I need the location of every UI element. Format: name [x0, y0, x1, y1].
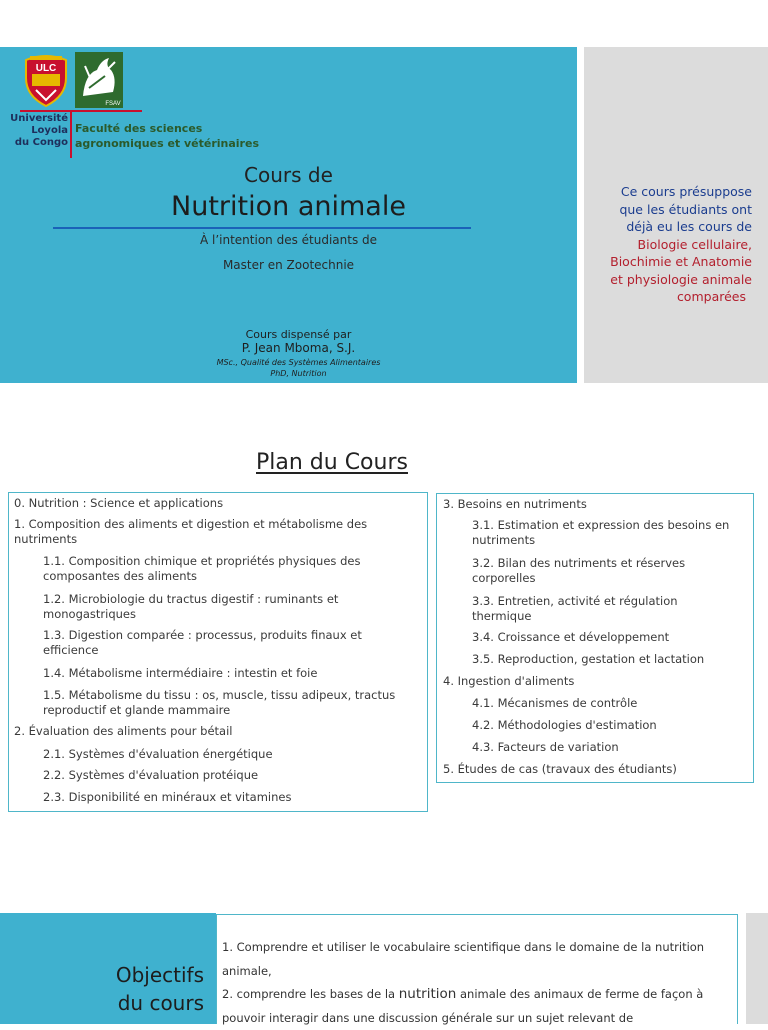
prereq-course-line: Biologie cellulaire, [637, 236, 752, 252]
logo-divider-vertical [70, 110, 72, 158]
plan-subsection: 2.3. Disponibilité en minéraux et vitamines [43, 790, 292, 804]
objectives-title-line: Objectifs [115, 963, 204, 987]
title-underline [53, 227, 471, 229]
plan-section: 3. Besoins en nutriments [443, 497, 587, 511]
ulc-logo-text: ULC [35, 63, 57, 74]
objective-item: 1. Comprendre et utiliser le vocabulaire scientifique dans le domaine de la nutrition animale, [222, 940, 705, 978]
objective-text: animale des animaux de ferme de façon à pouvoir interagir dans une discussion générale sur un sujet relevant de [222, 987, 704, 1025]
plan-section: 4. Ingestion d'aliments [443, 674, 575, 688]
plan-section: 5. Études de cas (travaux des étudiants) [443, 762, 677, 776]
plan-subsection: 3.1. Estimation et expression des besoins en nutriments [472, 518, 730, 547]
prereq-line: que les étudiants ont [619, 201, 752, 217]
faculty-name [75, 121, 275, 151]
prereq-course-line: Biochimie et Anatomie [610, 254, 752, 269]
objectives-title-line: du cours [117, 991, 204, 1015]
prereq-course-line: et physiologie animale [610, 271, 752, 287]
plan-right-box [436, 493, 754, 783]
course-title: Nutrition animale [171, 191, 406, 222]
ulc-shield-logo [22, 50, 70, 108]
university-name-line: Loyola [31, 125, 68, 136]
prereq-line: déjà eu les cours de [626, 219, 752, 234]
plan-subsection: 4.2. Méthodologies d'estimation [472, 718, 657, 732]
plan-subsection: 3.3. Entretien, activité et régulation thermique [472, 594, 678, 623]
taught-by-label: Cours dispensé par [245, 328, 352, 341]
plan-subsection: 3.2. Bilan des nutriments et réserves corporelles [472, 556, 686, 585]
credential-line: MSc., Qualité des Systèmes Alimentaires [216, 358, 381, 367]
university-name [8, 113, 68, 149]
plan-subsection: 1.2. Microbiologie du tractus digestif : ruminants et monogastriques [43, 592, 339, 621]
plan-section: 1. Composition des aliments et digestion et métabolisme des nutriments [14, 517, 368, 546]
plan-subsection: 1.3. Digestion comparée : processus, produits finaux et efficience [43, 628, 362, 657]
program-name: Master en Zootechnie [222, 258, 355, 272]
university-name-line: du Congo [14, 137, 68, 148]
faculty-name-line: Faculté des sciences [75, 122, 203, 135]
plan-subsection: 3.4. Croissance et développement [472, 630, 670, 644]
plan-title: Plan du Cours [256, 450, 408, 475]
teacher-credentials [0, 357, 597, 379]
plan-section: 2. Évaluation des aliments pour bétail [14, 724, 233, 738]
objectives-title [0, 961, 204, 1017]
objectives-text [222, 936, 728, 1030]
fsav-logo-text: FSAV [105, 101, 121, 107]
objective-keyword: nutrition [398, 986, 457, 1002]
fsav-logo [75, 52, 123, 108]
objective-item [222, 983, 728, 1030]
faculty-name-line: agronomiques et vétérinaires [75, 137, 259, 150]
prereq-line: Ce cours présuppose [620, 184, 752, 199]
plan-subsection: 1.4. Métabolisme intermédiaire : intestin et foie [43, 666, 318, 680]
plan-left-box [8, 492, 428, 812]
university-name-line: Université [10, 113, 68, 124]
course-subtitle: Cours de [244, 163, 333, 187]
teacher-name: P. Jean Mboma, S.J. [241, 341, 356, 355]
intended-audience: À l’intention des étudiants de [199, 233, 378, 247]
credential-line: PhD, Nutrition [270, 369, 327, 378]
objective-text: 2. comprendre les bases de la [222, 987, 399, 1001]
plan-subsection: 2.1. Systèmes d'évaluation énergétique [43, 747, 273, 761]
plan-subsection: 4.3. Facteurs de variation [472, 740, 619, 754]
plan-subsection: 1.5. Métabolisme du tissu : os, muscle, tissu adipeux, tractus reproductif et glande mammaire [43, 688, 396, 717]
plan-subsection: 3.5. Reproduction, gestation et lactation [472, 652, 705, 666]
prereq-course-line: comparées [676, 289, 746, 304]
plan-subsection: 2.2. Systèmes d'évaluation protéique [43, 768, 259, 782]
plan-subsection: 1.1. Composition chimique et propriétés physiques des composantes des aliments [43, 554, 361, 583]
slide-objectives-side-panel [746, 913, 768, 1024]
logo-divider-horizontal [20, 110, 142, 112]
prerequisites-note [586, 183, 752, 306]
plan-subsection: 4.1. Mécanismes de contrôle [472, 696, 638, 710]
plan-section: 0. Nutrition : Science et applications [14, 496, 224, 510]
